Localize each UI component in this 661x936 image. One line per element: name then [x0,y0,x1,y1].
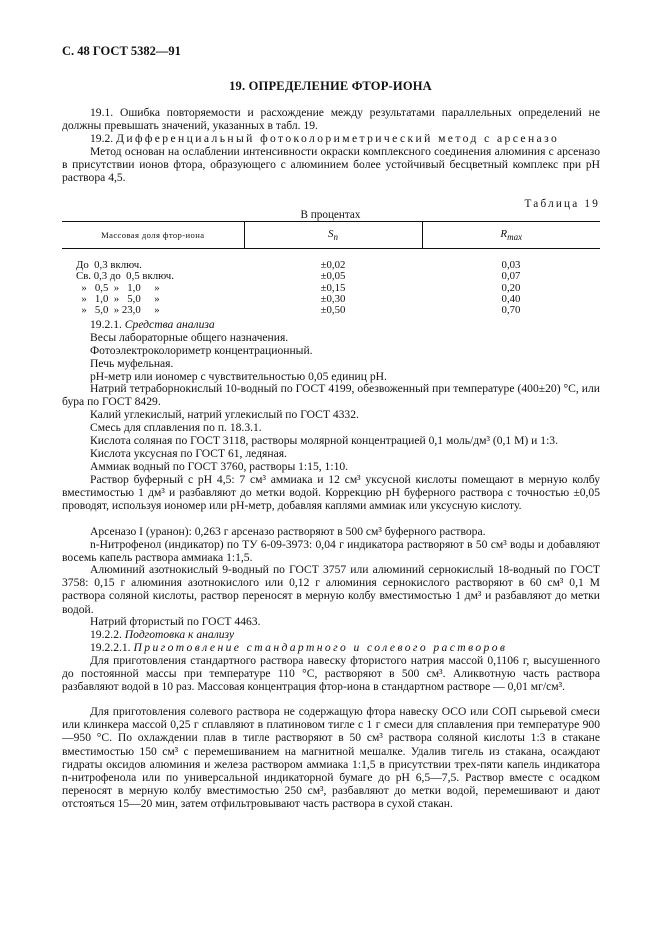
column-header-sn: $S_п$ [244,222,422,249]
paragraph: Печь муфельная. [90,357,174,370]
paragraph: Кислота уксусная по ГОСТ 61, ледяная. [90,447,287,460]
table-row: Св. 0,3 до 0,5 включ. ±0,05 0,07 [76,270,521,283]
subsection-solutions: 19.2.2.1. Приготовление стандартного и солевого растворов [90,641,508,654]
table-unit: В процентах [300,209,361,221]
paragraph: Для приготовления солевого раствора не содержащую фтора навеску ОСО или СОП сырьевой смеси или клинкера массой 0,25 г сплавляют в платиновом тигле с 1 г смеси для сплавления при температуре 900—950 °С. По охлаждении плав в тигле растворяют в 50 см³ раствора соляной кислоты 1:3 в стакане вместимостью 150 см³ с перемешиванием на магнитной мешалке. Удалив тигель из стакана, осаждают гидраты оксидов алюминия и железа раствором аммиака 1:1,5 в присутствии трех-пяти капель индикатора n-нитрофенола или по универсальной индикаторной бумаге до рН 6,5—7,5. Раствор вместе с осадком переносят в мерную колбу вместимостью 250 см³, разбавляют до метки водой, перемешивают и дают отстояться 15—20 мин, затем отфильтровывают часть раствора в сухой стакан. [62,705,600,811]
paragraph: Раствор буферный с рН 4,5: 7 см³ аммиака и 12 см³ уксусной кислоты помещают в мерную колбу вместимостью 1 дм³ и разбавляют до метки водой. Коррекцию рН буферного раствора с точностью ±0,05 проводят, используя иономер или рН-метр, добавляя каплями аммиак или уксусную кислоту. [62,473,600,513]
paragraph: Калий углекислый, натрий углекислый по ГОСТ 4332. [90,408,359,421]
column-header-fraction: Массовая доля фтор-иона [62,222,244,249]
paragraph: Фотоэлектроколориметр концентрационный. [90,344,313,357]
table-row: » 5,0 » 23,0 » ±0,50 0,70 [76,304,521,316]
paragraph-19-2-body: Метод основан на ослаблении интенсивности окраски комплексного соединения алюминия с арсеназо в присутствии ионов фтора, образующего с алюминием более устойчивый бесцветный комплекс при рН раствора 4,5. [62,145,600,185]
paragraph: n-Нитрофенол (индикатор) по ТУ 6-09-3973: 0,04 г индикатора растворяют в 50 см³ воды и добавляют восемь капель раствора аммиака 1:1,5. [62,538,600,565]
table-row: » 0,5 » 1,0 » ±0,15 0,20 [76,281,521,294]
table-caption: Таблица 19 [524,198,600,210]
table-row: » 1,0 » 5,0 » ±0,30 0,40 [76,292,521,305]
paragraph: Для приготовления стандартного раствора навеску фтористого натрия массой 0,1106 г, высушенного до постоянной массы при температуре 110 °С, растворяют в 500 см³. Аликвотную часть раствора разбавляют водой в 10 раз. Массовая концентрация фтор-иона в стандартном растворе — 0,01 мг/см³. [62,654,600,694]
paragraph: Натрий фтористый по ГОСТ 4463. [90,615,261,628]
paragraph-19-2-heading [62,132,600,145]
method-title: Дифференциальный фотоколориметрический метод с арсеназо [116,132,560,145]
section-title: 19. ОПРЕДЕЛЕНИЕ ФТОР-ИОНА [229,79,432,93]
table-header-row [62,222,600,249]
paragraph: Натрий тетраборнокислый 10-водный по ГОСТ 4199, обезвоженный при температуре (400±20) °С, или бура по ГОСТ 8429. [62,382,600,409]
paragraph: Весы лабораторные общего назначения. [90,331,289,344]
table-row: До 0,3 включ. ±0,02 0,03 [76,259,521,272]
paragraph: Алюминий азотнокислый 9-водный по ГОСТ 3757 или алюминий сернокислый 18-водный по ГОСТ 3758: 0,15 г алюминия азотнокислого или 0,12 г алюминия сернокислого растворяют в 60 см³ 0,1 М раствора соляной кислоты, раствор переносят в мерную колбу вместимостью 1 дм³ и разбавляют до метки водой. [62,563,600,616]
precision-table [62,221,600,316]
paragraph: рН-метр или иономер с чувствительностью 0,05 единиц рН. [90,370,387,383]
clause-number: 19.2. [90,132,114,145]
paragraph: Кислота соляная по ГОСТ 3118, растворы молярной концентрацией 0,1 моль/дм³ (0,1 М) и 1:3. [90,434,559,447]
page-header: С. 48 ГОСТ 5382—91 [62,44,181,58]
paragraph: Аммиак водный по ГОСТ 3760, растворы 1:15, 1:10. [90,460,349,473]
paragraph: Арсеназо I (уранон): 0,263 г арсеназо растворяют в 500 см³ буферного раствора. [90,525,486,538]
column-header-rmax: $R_{max}$ [422,222,600,249]
subsection-preparation: 19.2.2. Подготовка к анализу [90,628,235,641]
paragraph-19-1: 19.1. Ошибка повторяемости и расхождение между результатами параллельных определений не должны превышать значений, указанных в табл. 19. [62,106,600,133]
subsection-tools: 19.2.1. Средства анализа [90,318,215,331]
paragraph: Смесь для сплавления по п. 18.3.1. [90,421,262,434]
